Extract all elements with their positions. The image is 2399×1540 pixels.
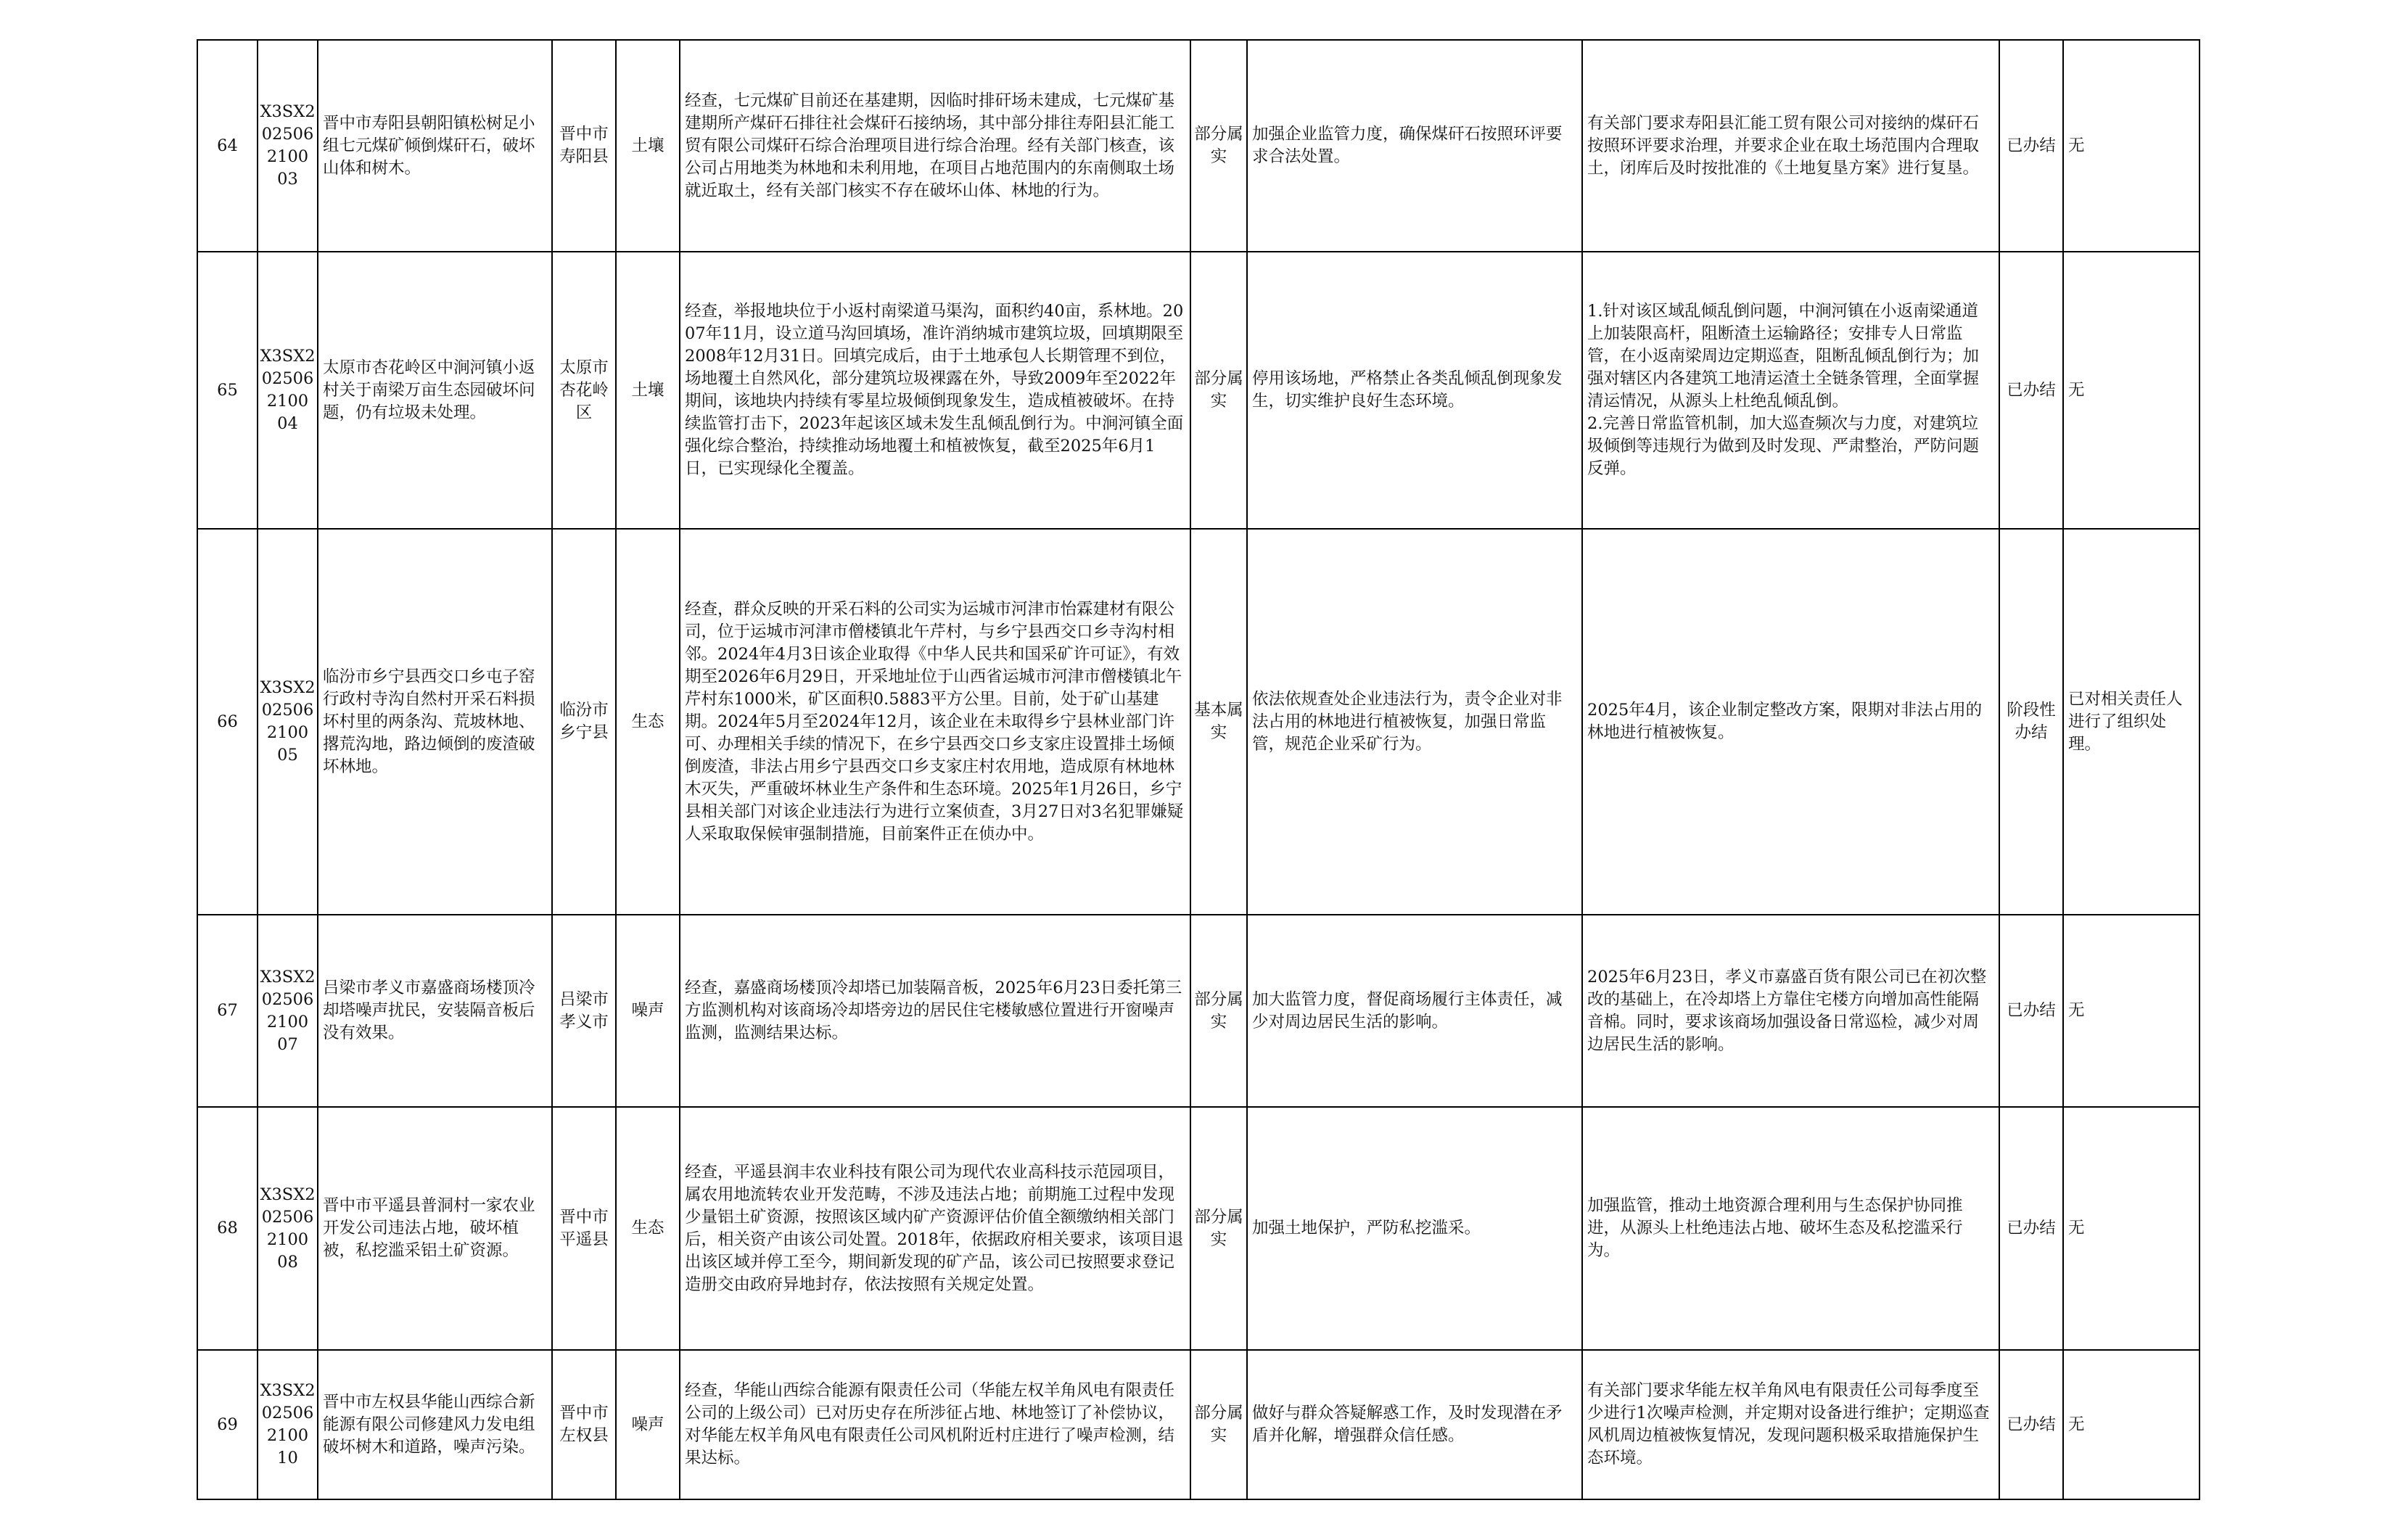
table-row (197, 252, 2200, 529)
complaint-content: 临汾市乡宁县西交口乡屯子窑行政村寺沟自然村开采石料损坏村里的两条沟、荒坡林地、撂荒沟地，路边倾倒的废渣破坏林地。 (318, 529, 552, 915)
handling-measures: 依法依规查处企业违法行为，责令企业对非法占用的林地进行植被恢复，加强日常监管，规范企业采矿行为。 (1247, 529, 1582, 915)
table-row (197, 529, 2200, 915)
administrative-region: 吕梁市孝义市 (552, 915, 616, 1107)
case-table (197, 39, 2200, 1500)
case-id: X3SX2025062100 04 (258, 252, 318, 529)
case-id: X3SX2025062100 05 (258, 529, 318, 915)
completion-status: 已办结 (1999, 252, 2063, 529)
handling-measures: 做好与群众答疑解惑工作，及时发现潜在矛盾并化解，增强群众信任感。 (1247, 1350, 1582, 1499)
verification-verdict: 部分属实 (1190, 1350, 1247, 1499)
pollution-category: 生态 (616, 1107, 680, 1350)
rectification-status: 有关部门要求华能左权羊角风电有限责任公司每季度至少进行1次噪声检测，并定期对设备进行维护；定期巡查风机周边植被恢复情况，发现问题积极采取措施保护生态环境。 (1582, 1350, 1999, 1499)
administrative-region: 晋中市左权县 (552, 1350, 616, 1499)
handling-measures: 停用该场地，严格禁止各类乱倾乱倒现象发生，切实维护良好生态环境。 (1247, 252, 1582, 529)
accountability: 无 (2063, 1107, 2200, 1350)
rectification-status: 2025年6月23日，孝义市嘉盛百货有限公司已在初次整改的基础上，在冷却塔上方靠住宅楼方向增加高性能隔音棉。同时，要求该商场加强设备日常巡检，减少对周边居民生活的影响。 (1582, 915, 1999, 1107)
verification-verdict: 部分属实 (1190, 1107, 1247, 1350)
handling-measures: 加强土地保护，严防私挖滥采。 (1247, 1107, 1582, 1350)
complaint-content: 吕梁市孝义市嘉盛商场楼顶冷却塔噪声扰民，安装隔音板后没有效果。 (318, 915, 552, 1107)
investigation-result: 经查，群众反映的开采石料的公司实为运城市河津市怡霖建材有限公司，位于运城市河津市僧楼镇北午芹村，与乡宁县西交口乡寺沟村相邻。2024年4月3日该企业取得《中华人民共和国采矿许可证》，有效期至2026年6月29日，开采地址位于山西省运城市河津市僧楼镇北午芹村东1000米，矿区面积0.5883平方公里。目前，处于矿山基建期。2024年5月至2024年12月，该企业在未取得乡宁县林业部门许可、办理相关手续的情况下，在乡宁县西交口乡支家庄设置排土场倾倒废渣，非法占用乡宁县西交口乡支家庄村农用地，造成原有林地林木灭失，严重破坏林业生产条件和生态环境。2025年1月26日，乡宁县相关部门对该企业违法行为进行立案侦查，3月27日对3名犯罪嫌疑人采取取保候审强制措施，目前案件正在侦办中。 (680, 529, 1190, 915)
pollution-category: 土壤 (616, 252, 680, 529)
table-row (197, 915, 2200, 1107)
pollution-category: 土壤 (616, 40, 680, 252)
verification-verdict: 部分属实 (1190, 40, 1247, 252)
completion-status: 已办结 (1999, 1107, 2063, 1350)
verification-verdict: 部分属实 (1190, 915, 1247, 1107)
completion-status: 已办结 (1999, 40, 2063, 252)
accountability: 无 (2063, 252, 2200, 529)
investigation-result: 经查，七元煤矿目前还在基建期，因临时排矸场未建成，七元煤矿基建期所产煤矸石排往社会煤矸石接纳场，其中部分排往寿阳县汇能工贸有限公司煤矸石综合治理项目进行综合治理。经有关部门核查，该公司占用地类为林地和未利用地，在项目占地范围内的东南侧取土场就近取土，经有关部门核实不存在破坏山体、林地的行为。 (680, 40, 1190, 252)
table-row (197, 1107, 2200, 1350)
investigation-result: 经查，华能山西综合能源有限责任公司（华能左权羊角风电有限责任公司的上级公司）已对历史存在所涉征占地、林地签订了补偿协议，对华能左权羊角风电有限责任公司风机附近村庄进行了噪声检测，结果达标。 (680, 1350, 1190, 1499)
table-row (197, 40, 2200, 252)
administrative-region: 太原市杏花岭区 (552, 252, 616, 529)
case-id: X3SX2025062100 03 (258, 40, 318, 252)
case-id: X3SX2025062100 07 (258, 915, 318, 1107)
table-row (197, 1350, 2200, 1499)
completion-status: 阶段性办结 (1999, 529, 2063, 915)
row-number: 65 (197, 252, 258, 529)
investigation-result: 经查，举报地块位于小返村南梁道马渠沟，面积约40亩，系林地。2007年11月，设立道马沟回填场，准许消纳城市建筑垃圾，回填期限至2008年12月31日。回填完成后，由于土地承包人长期管理不到位，场地覆土自然风化，部分建筑垃圾裸露在外，导致2009年至2022年期间，该地块内持续有零星垃圾倾倒现象发生，造成植被破坏。在持续监管打击下，2023年起该区域未发生乱倾乱倒行为。中涧河镇全面强化综合整治，持续推动场地覆土和植被恢复，截至2025年6月1日，已实现绿化全覆盖。 (680, 252, 1190, 529)
investigation-result: 经查，平遥县润丰农业科技有限公司为现代农业高科技示范园项目，属农用地流转农业开发范畴，不涉及违法占地；前期施工过程中发现少量铝土矿资源，按照该区域内矿产资源评估价值全额缴纳相关部门后，相关资产由该公司处置。2018年，依据政府相关要求，该项目退出该区域并停工至今，期间新发现的矿产品，该公司已按照要求登记造册交由政府异地封存，依法按照有关规定处置。 (680, 1107, 1190, 1350)
administrative-region: 临汾市乡宁县 (552, 529, 616, 915)
case-id: X3SX2025062100 10 (258, 1350, 318, 1499)
administrative-region: 晋中市寿阳县 (552, 40, 616, 252)
rectification-status: 2025年4月，该企业制定整改方案，限期对非法占用的林地进行植被恢复。 (1582, 529, 1999, 915)
rectification-status: 加强监管，推动土地资源合理利用与生态保护协同推进，从源头上杜绝违法占地、破坏生态及私挖滥采行为。 (1582, 1107, 1999, 1350)
administrative-region: 晋中市平遥县 (552, 1107, 616, 1350)
row-number: 69 (197, 1350, 258, 1499)
accountability: 无 (2063, 1350, 2200, 1499)
handling-measures: 加大监管力度，督促商场履行主体责任，减少对周边居民生活的影响。 (1247, 915, 1582, 1107)
pollution-category: 噪声 (616, 1350, 680, 1499)
completion-status: 已办结 (1999, 915, 2063, 1107)
pollution-category: 噪声 (616, 915, 680, 1107)
row-number: 67 (197, 915, 258, 1107)
verification-verdict: 基本属实 (1190, 529, 1247, 915)
row-number: 68 (197, 1107, 258, 1350)
accountability: 无 (2063, 915, 2200, 1107)
accountability: 已对相关责任人进行了组织处理。 (2063, 529, 2200, 915)
row-number: 66 (197, 529, 258, 915)
verification-verdict: 部分属实 (1190, 252, 1247, 529)
completion-status: 已办结 (1999, 1350, 2063, 1499)
handling-measures: 加强企业监管力度，确保煤矸石按照环评要求合法处置。 (1247, 40, 1582, 252)
complaint-content: 太原市杏花岭区中涧河镇小返村关于南梁万亩生态园破坏问题，仍有垃圾未处理。 (318, 252, 552, 529)
pollution-category: 生态 (616, 529, 680, 915)
complaint-content: 晋中市左权县华能山西综合新能源有限公司修建风力发电组破坏树木和道路，噪声污染。 (318, 1350, 552, 1499)
complaint-content: 晋中市寿阳县朝阳镇松树足小组七元煤矿倾倒煤矸石，破坏山体和树木。 (318, 40, 552, 252)
case-id: X3SX2025062100 08 (258, 1107, 318, 1350)
accountability: 无 (2063, 40, 2200, 252)
rectification-status: 有关部门要求寿阳县汇能工贸有限公司对接纳的煤矸石按照环评要求治理，并要求企业在取土场范围内合理取土，闭库后及时按批准的《土地复垦方案》进行复垦。 (1582, 40, 1999, 252)
rectification-status: 1.针对该区域乱倾乱倒问题，中涧河镇在小返南梁通道上加装限高杆，阻断渣土运输路径；安排专人日常监管，在小返南梁周边定期巡查，阻断乱倾乱倒行为；加强对辖区内各建筑工地清运渣土全链条管理，全面掌握清运情况，从源头上杜绝乱倾乱倒。 2.完善日常监管机制，加大巡查频次与力度，对建筑垃圾倾倒等违规行为做到及时发现、严肃整治，严防问题反弹。 (1582, 252, 1999, 529)
row-number: 64 (197, 40, 258, 252)
complaint-content: 晋中市平遥县普洞村一家农业开发公司违法占地，破坏植被，私挖滥采铝土矿资源。 (318, 1107, 552, 1350)
investigation-result: 经查，嘉盛商场楼顶冷却塔已加装隔音板，2025年6月23日委托第三方监测机构对该商场冷却塔旁边的居民住宅楼敏感位置进行开窗噪声监测，监测结果达标。 (680, 915, 1190, 1107)
